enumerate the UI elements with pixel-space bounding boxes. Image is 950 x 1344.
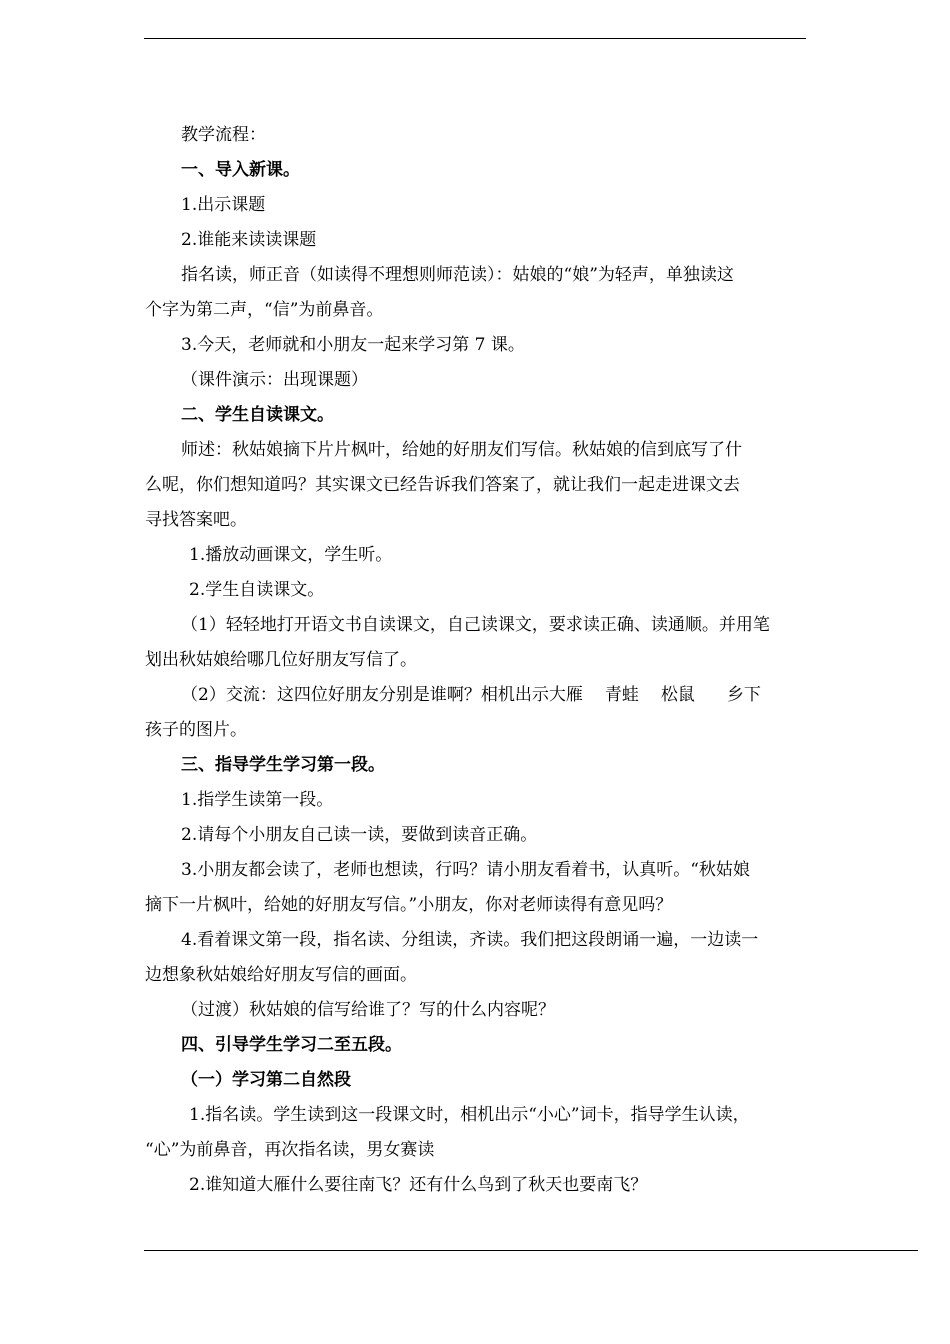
section-2-heading: 二、学生自读课文。 [181,405,334,425]
paragraph-line: 3.小朋友都会读了，老师也想读，行吗？请小朋友看着书，认真听。“秋姑娘 [181,860,750,880]
section-3-item-1: 1.指学生读第一段。 [181,790,334,810]
paragraph-line: 孩子的图片。 [145,720,247,740]
section-4-heading: 四、引导学生学习二至五段。 [181,1035,402,1055]
paragraph-line: 师述：秋姑娘摘下片片枫叶，给她的好朋友们写信。秋姑娘的信到底写了什 [181,440,742,460]
section-1-heading: 一、导入新课。 [181,160,300,180]
section-1-item-3: 3.今天，老师就和小朋友一起来学习第 7 课。 [181,335,525,355]
paragraph-line: 么呢，你们想知道吗？其实课文已经告诉我们答案了，就让我们一起走进课文去 [145,475,740,495]
paragraph-line: “心”为前鼻音，再次指名读，男女赛读 [145,1140,435,1160]
section-2-item-2: 2.学生自读课文。 [189,580,325,600]
paragraph-line: 指名读，师正音（如读得不理想则师范读）：姑娘的“娘”为轻声，单独读这 [181,265,734,285]
text-segment: 松鼠 [660,685,695,705]
paragraph-line: 摘下一片枫叶，给她的好朋友写信。”小朋友，你对老师读得有意见吗？ [145,895,673,915]
section-1-item-2: 2.谁能来读读课题 [181,230,317,250]
section-4-item-2: 2.谁知道大雁什么要往南飞？还有什么鸟到了秋天也要南飞？ [189,1175,648,1195]
header-rule [144,38,806,39]
section-3-item-2: 2.请每个小朋友自己读一读，要做到读音正确。 [181,825,538,845]
section-3-heading: 三、指导学生学习第一段。 [181,755,385,775]
paragraph-line: 划出秋姑娘给哪几位好朋友写信了。 [145,650,417,670]
transition-line: （过渡）秋姑娘的信写给谁了？写的什么内容呢？ [181,1000,555,1020]
section-1-note: （课件演示：出现课题） [181,370,368,390]
paragraph-line: 个字为第二声，“信”为前鼻音。 [145,300,384,320]
text-segment: 青蛙 [604,685,639,705]
doc-title: 教学流程： [181,125,266,145]
text-segment: （2）交流：这四位好朋友分别是谁啊？相机出示大雁 [181,685,583,705]
paragraph-line [145,678,807,713]
paragraph-line: 4.看着课文第一段，指名读、分组读，齐读。我们把这段朗诵一遍，一边读一 [181,930,759,950]
section-2-item-1: 1.播放动画课文，学生听。 [189,545,393,565]
paragraph-line: （1）轻轻地打开语文书自读课文，自己读课文，要求读正确、读通顺。并用笔 [181,615,770,635]
footer-rule [144,1250,918,1251]
paragraph-line: 边想象秋姑娘给好朋友写信的画面。 [145,965,417,985]
document-body [145,118,807,1203]
paragraph-line: 1.指名读。学生读到这一段课文时，相机出示“小心”词卡，指导学生认读， [189,1105,750,1125]
paragraph-line: 寻找答案吧。 [145,510,247,530]
text-segment: 乡下 [726,685,761,705]
section-1-item-1: 1.出示课题 [181,195,266,215]
section-4-subheading: （一）学习第二自然段 [181,1070,351,1090]
